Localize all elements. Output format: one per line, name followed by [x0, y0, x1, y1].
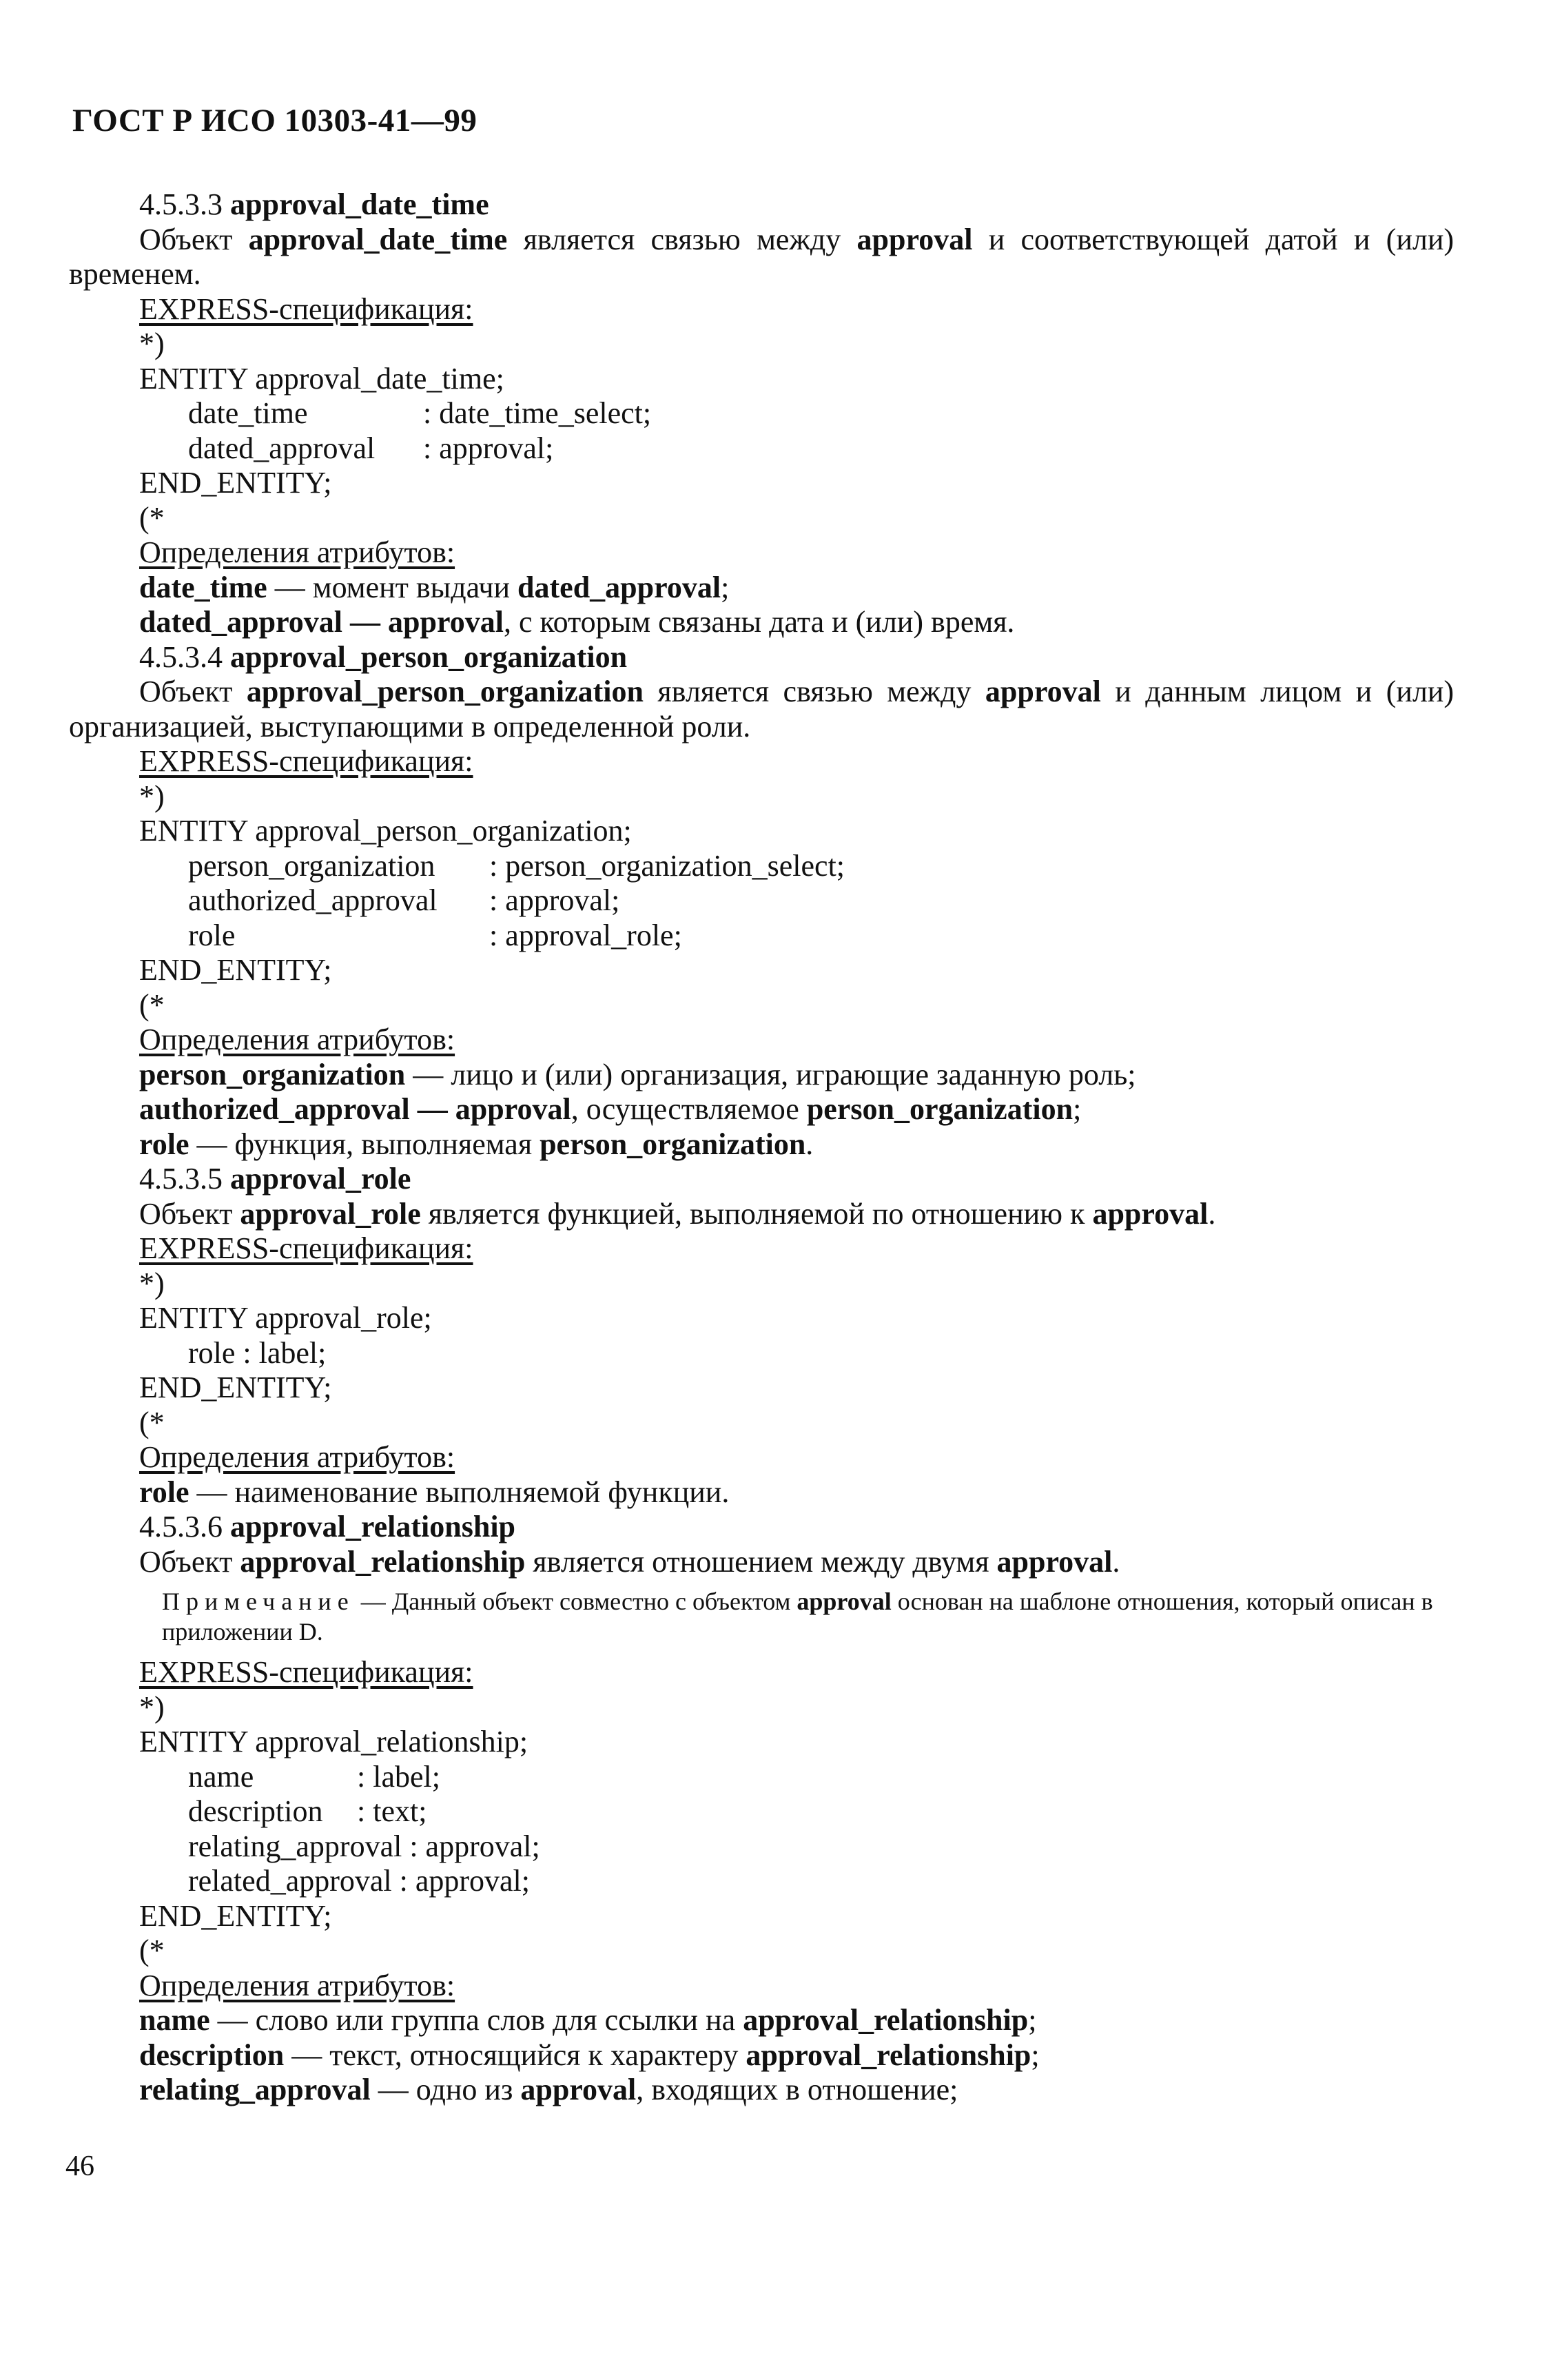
entity-declaration: ENTITY approval_person_organization; [139, 814, 632, 848]
desc-text: и соответствующей датой и (или) временем. [69, 222, 1455, 291]
section-number: 4.5.3.6 [139, 1510, 223, 1543]
page-number: 46 [65, 2151, 94, 2182]
note-block [69, 1586, 1454, 1647]
def-ref: approval [520, 2073, 637, 2106]
section-description [69, 675, 1454, 744]
def-text: — одно из [370, 2073, 521, 2106]
desc-entity-ref: approval_relationship [240, 1544, 526, 1579]
attribute-definition [69, 2073, 1454, 2108]
desc-text: . [1112, 1544, 1120, 1579]
attribute-type: : approval_role; [489, 918, 682, 952]
attribute-definition [69, 1127, 1454, 1162]
end-entity: END_ENTITY; [139, 1898, 332, 1933]
entity-attribute [69, 1760, 1454, 1795]
def-text: ; [1073, 1092, 1082, 1126]
def-ref: approval_relationship [746, 2038, 1031, 2072]
desc-text: является связью между [523, 222, 841, 256]
entity-attribute [69, 396, 1454, 431]
comment-open-marker: (* [139, 987, 165, 1022]
comment-close-marker: *) [139, 1266, 165, 1300]
entity-attribute: role : label; [188, 1335, 327, 1370]
section-heading-4-5-3-3 [69, 187, 1454, 223]
attribute-type: : approval; [409, 1829, 540, 1863]
def-ref: approval_relationship [743, 2003, 1029, 2037]
desc-text: Объект [139, 1196, 240, 1231]
end-entity: END_ENTITY; [139, 1371, 332, 1404]
entity-attribute [69, 1864, 1454, 1899]
note-text: — Данный объект совместно с объектом [354, 1588, 797, 1615]
comment-close-marker: *) [139, 779, 165, 813]
attribute-name: name [188, 1759, 254, 1794]
entity-attribute [69, 919, 1454, 954]
desc-text: является функцией, выполняемой по отношению к [420, 1196, 1093, 1231]
def-text: — лицо и (или) организация, играющие заданную роль; [405, 1057, 1136, 1091]
section-entity-name: approval_role [230, 1162, 411, 1196]
attribute-name: relating_approval [188, 1829, 402, 1863]
section-entity-name: approval_relationship [230, 1510, 516, 1543]
attribute-type: : approval; [399, 1864, 531, 1898]
attribute-type: : person_organization_select; [489, 848, 845, 883]
attribute-definition [69, 2003, 1454, 2038]
entity-declaration: ENTITY approval_relationship; [139, 1725, 528, 1758]
comment-open-marker: (* [139, 1405, 165, 1439]
attribute-definition [69, 1092, 1454, 1127]
end-entity: END_ENTITY; [139, 953, 332, 987]
attribute-name: person_organization [188, 848, 435, 883]
comment-open-marker: (* [139, 1933, 165, 1967]
section-description [69, 1545, 1454, 1580]
desc-text: Объект [139, 222, 233, 256]
desc-entity-ref: approval [985, 675, 1101, 708]
desc-entity-ref: approval_role [240, 1196, 421, 1231]
attribute-name: dated_approval [188, 431, 376, 465]
entity-declaration: ENTITY approval_date_time; [139, 361, 504, 396]
section-entity-name: approval_date_time [230, 187, 489, 221]
def-attr-name: role [139, 1475, 189, 1509]
attribute-definition [69, 605, 1454, 640]
attribute-type: : text; [357, 1794, 427, 1828]
note-entity-ref: approval [797, 1588, 892, 1615]
express-spec-label: EXPRESS-спецификация: [139, 1655, 473, 1689]
desc-entity-ref: approval_person_organization [246, 675, 644, 708]
def-ref: dated_approval [517, 570, 721, 604]
entity-attribute [69, 883, 1454, 919]
def-attr-name: name [139, 2003, 210, 2037]
attribute-name: description [188, 1794, 323, 1828]
comment-close-marker: *) [139, 327, 165, 360]
desc-text: является отношением между двумя [525, 1544, 997, 1579]
note-label: Примечание [162, 1588, 355, 1615]
comment-open-marker: (* [139, 500, 165, 535]
desc-entity-ref: approval_date_time [248, 222, 508, 256]
comment-close-marker: *) [139, 1690, 165, 1724]
def-attr-name: relating_approval [139, 2073, 371, 2106]
desc-entity-ref: approval [996, 1544, 1113, 1579]
section-number: 4.5.3.4 [139, 639, 223, 674]
def-text: — слово или группа слов для ссылки на [209, 2003, 743, 2037]
def-attr-name: person_organization [139, 1057, 406, 1091]
section-description [69, 223, 1454, 292]
attribute-name: related_approval [188, 1864, 392, 1898]
attribute-name: role [188, 918, 236, 952]
def-text: ; [1031, 2038, 1040, 2072]
entity-declaration: ENTITY approval_role; [139, 1301, 432, 1335]
def-text: . [805, 1127, 814, 1161]
attribute-definition [69, 2038, 1454, 2073]
attribute-type: : approval; [423, 431, 554, 465]
def-attr-name: description [139, 2038, 285, 2072]
section-heading-4-5-3-6 [69, 1510, 1454, 1545]
desc-text: Объект [139, 675, 233, 708]
attribute-definitions-label: Определения атрибутов: [139, 535, 455, 569]
attribute-name: authorized_approval [188, 883, 438, 917]
def-attr-name: date_time [139, 570, 267, 604]
section-number: 4.5.3.5 [139, 1162, 223, 1196]
def-ref: person_organization [806, 1092, 1074, 1126]
attribute-type: : date_time_select; [423, 396, 652, 430]
page-content [69, 187, 1454, 2108]
desc-entity-ref: approval [1092, 1196, 1209, 1231]
def-text: — текст, относящийся к характеру [284, 2038, 746, 2072]
def-text: ; [1028, 2003, 1037, 2037]
entity-attribute [69, 1794, 1454, 1829]
entity-attribute [69, 431, 1454, 466]
def-text: , входящих в отношение; [636, 2073, 958, 2106]
entity-attribute [69, 1829, 1454, 1865]
entity-attribute [69, 849, 1454, 884]
attribute-definitions-label: Определения атрибутов: [139, 1968, 455, 2002]
document-header: ГОСТ Р ИСО 10303-41—99 [72, 103, 477, 139]
end-entity: END_ENTITY; [139, 466, 332, 500]
attribute-definition [69, 571, 1454, 606]
desc-entity-ref: approval [856, 222, 973, 256]
def-text: — наименование выполняемой функции. [189, 1475, 730, 1509]
def-text: ; [721, 570, 730, 604]
def-ref: person_organization [540, 1127, 806, 1161]
def-text: — функция, выполняемая [189, 1127, 540, 1161]
attribute-definition [69, 1475, 1454, 1510]
desc-text: . [1208, 1196, 1216, 1231]
note-text: основан на шаблоне отношения, который описан в приложении D. [162, 1588, 1433, 1645]
section-heading-4-5-3-5 [69, 1162, 1454, 1197]
attribute-definition [69, 1058, 1454, 1093]
section-number: 4.5.3.3 [139, 187, 223, 221]
express-spec-label: EXPRESS-спецификация: [139, 291, 473, 326]
desc-text: и данным лицом и (или) организацией, выступающими в определенной роли. [69, 675, 1454, 743]
def-attr-name: authorized_approval — approval [139, 1092, 571, 1126]
attribute-type: : label; [357, 1759, 440, 1794]
express-spec-label: EXPRESS-спецификация: [139, 1231, 473, 1265]
def-attr-name: dated_approval — approval [139, 605, 504, 639]
attribute-definitions-label: Определения атрибутов: [139, 1023, 455, 1056]
attribute-type: : approval; [489, 883, 620, 917]
def-text: — момент выдачи [267, 570, 518, 604]
desc-text: Объект [139, 1544, 240, 1579]
attribute-name: date_time [188, 396, 308, 430]
def-text: , с которым связаны дата и (или) время. [503, 605, 1015, 639]
section-entity-name: approval_person_organization [230, 639, 628, 674]
express-spec-label: EXPRESS-спецификация: [139, 744, 473, 778]
def-attr-name: role [139, 1127, 189, 1161]
section-heading-4-5-3-4 [69, 640, 1454, 675]
section-description [69, 1197, 1454, 1232]
desc-text: является связью между [657, 675, 972, 708]
def-text: , осуществляемое [571, 1092, 807, 1126]
attribute-definitions-label: Определения атрибутов: [139, 1440, 455, 1474]
